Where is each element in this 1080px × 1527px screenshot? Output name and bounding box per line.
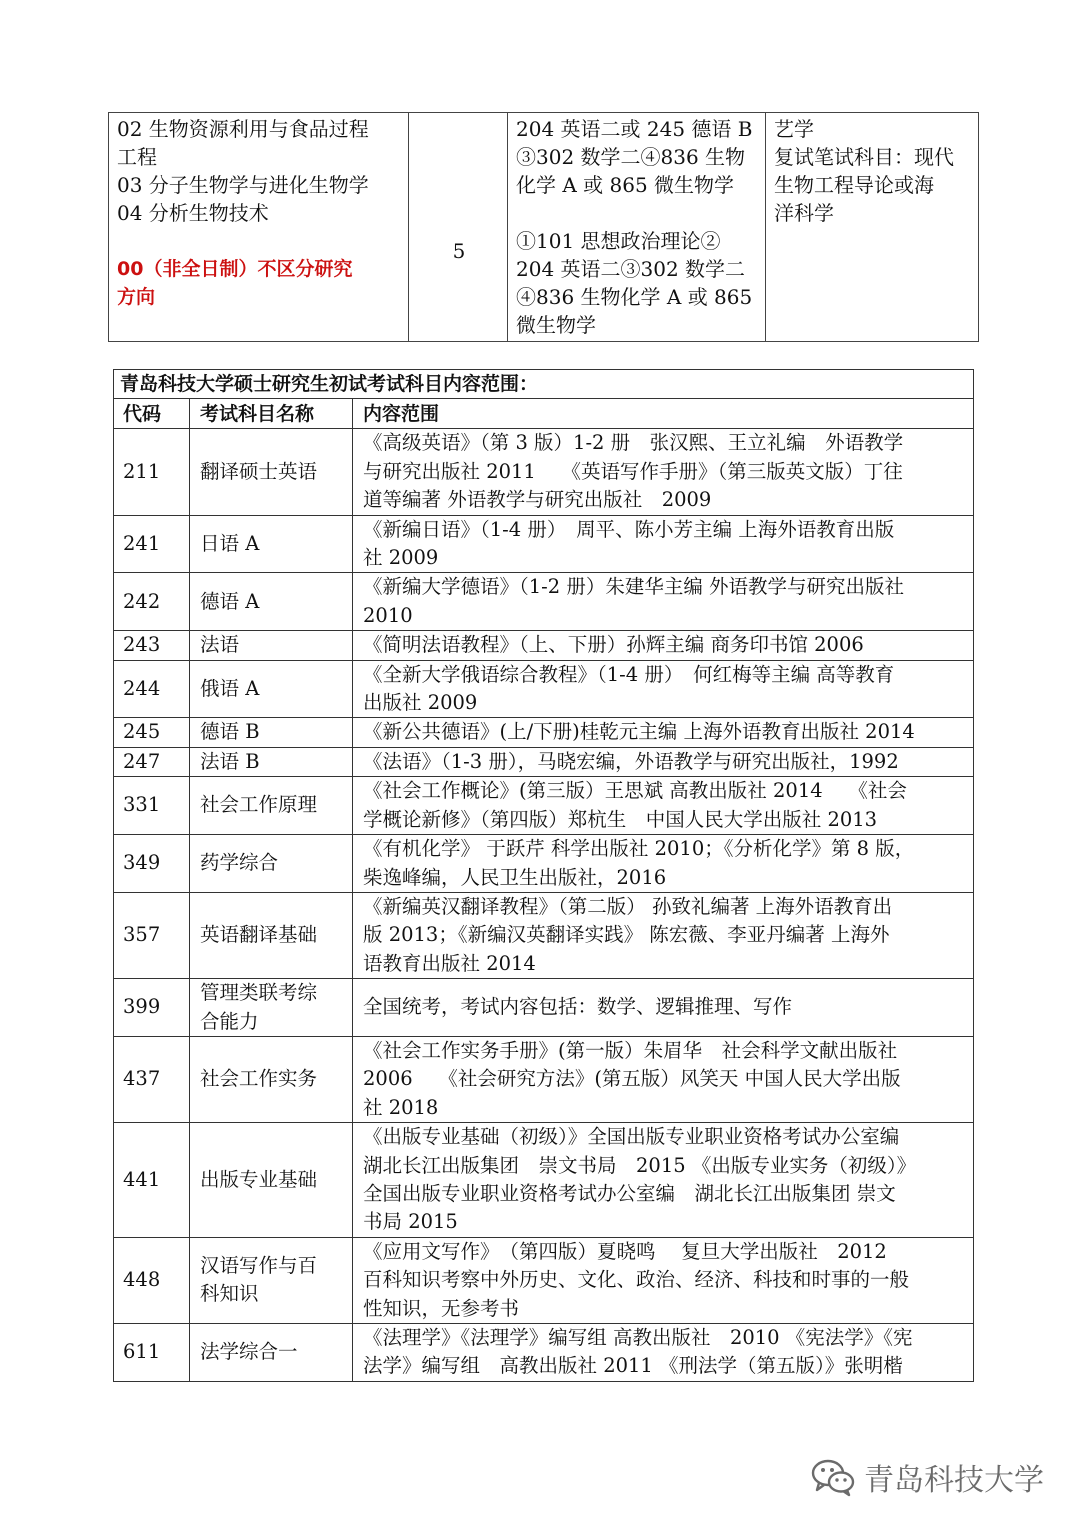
direction-line: 03 分子生物学与进化生物学	[117, 173, 369, 197]
header-content: 内容范围	[353, 399, 974, 429]
subject-name: 合能力	[200, 1009, 259, 1033]
subject-content: 《新公共德语》(上/下册)桂乾元主编 上海外语教育出版社 2014	[363, 720, 915, 744]
scope-row	[114, 835, 974, 893]
direction-cell	[109, 113, 409, 342]
direction-line: 04 分析生物技术	[117, 201, 269, 225]
subject-content: 2006 《社会研究方法》(第五版）风笑天 中国人民大学出版	[363, 1067, 901, 1091]
part-time-direction-line: 方向	[117, 286, 156, 308]
subject-content: 学概论新修》（第四版）郑杭生 中国人民大学出版社 2013	[363, 807, 878, 831]
subject-name: 药学综合	[200, 851, 279, 875]
subject-name: 日语 A	[200, 531, 260, 555]
subject-name-cell	[190, 979, 353, 1037]
subject-content: 柴逸峰编，人民卫生出版社，2016	[363, 865, 667, 889]
direction-line: 工程	[117, 145, 157, 169]
subject-content: 法学》编写组 高教出版社 2011 《刑法学（第五版）》张明楷	[363, 1354, 903, 1378]
subject-name-cell	[190, 892, 353, 978]
subject-code: 611	[123, 1340, 161, 1364]
subject-content: 道等编著 外语教学与研究出版社 2009	[363, 488, 712, 512]
subject-code: 243	[123, 633, 161, 657]
direction-line: 02 生物资源利用与食品过程	[117, 117, 369, 141]
subject-name-cell	[190, 1123, 353, 1238]
subject-code-cell	[114, 573, 190, 631]
subject-name: 社会工作原理	[200, 793, 318, 817]
scope-row	[114, 892, 974, 978]
scope-row	[114, 573, 974, 631]
enrollment-count-cell	[409, 113, 508, 342]
subject-name-cell	[190, 515, 353, 573]
subject-content-cell	[353, 429, 974, 515]
subject-code: 399	[123, 995, 161, 1019]
scope-row	[114, 747, 974, 776]
subject-name: 德语 A	[200, 589, 260, 613]
subject-code-cell	[114, 718, 190, 747]
subject-name-cell	[190, 835, 353, 893]
subject-code-cell	[114, 631, 190, 660]
scope-row	[114, 979, 974, 1037]
subject-content: 《有机化学》 于跃芹 科学出版社 2010；《分析化学》第 8 版，	[363, 837, 915, 861]
subject-content-cell	[353, 747, 974, 776]
subject-code: 247	[123, 749, 161, 773]
subject-name-cell	[190, 777, 353, 835]
scope-row	[114, 1324, 974, 1382]
subject-content: 《高级英语》（第 3 版）1-2 册 张汉熙、王立礼编 外语教学	[363, 431, 904, 455]
subject-content-cell	[353, 660, 974, 718]
enrollment-count: 5	[452, 239, 466, 263]
subject-name: 法语 B	[200, 749, 260, 773]
program-table-fragment	[108, 112, 979, 342]
header-name: 考试科目名称	[190, 399, 353, 429]
subject-content: 《社会工作概论》(第三版）王思斌 高教出版社 2014 《社会	[363, 779, 907, 803]
subject-content-cell	[353, 835, 974, 893]
subject-content-cell	[353, 631, 974, 660]
subject-content: 《新编日语》（1-4 册） 周平、陈小芳主编 上海外语教育出版	[363, 517, 895, 541]
watermark-text: 青岛科技大学	[864, 1463, 1044, 1498]
subject-content: 《社会工作实务手册》(第一版）朱眉华 社会科学文献出版社	[363, 1038, 898, 1062]
wechat-icon	[810, 1457, 856, 1497]
exam-subject-line: ④836 生物化学 A 或 865	[516, 285, 753, 309]
subject-content: 语教育出版社 2014	[363, 951, 536, 975]
subject-name: 社会工作实务	[200, 1067, 318, 1091]
subject-name: 法语	[200, 633, 240, 657]
subject-name-cell	[190, 747, 353, 776]
subject-content: 《简明法语教程》（上、下册）孙辉主编 商务印书馆 2006	[363, 633, 864, 657]
exam-subject-line: 204 英语二③302 数学二	[516, 257, 746, 281]
exam-subject-line: ③302 数学二④836 生物	[516, 145, 746, 169]
subject-content-cell	[353, 573, 974, 631]
subject-code-cell	[114, 660, 190, 718]
exam-scope-table	[113, 369, 974, 1382]
subject-content: 社 2009	[363, 546, 439, 570]
subject-code: 241	[123, 531, 161, 555]
part-time-direction-line: 00（非全日制）不区分研究	[117, 258, 353, 280]
subject-content: 湖北长江出版集团 崇文书局 2015 《出版专业实务（初级）》	[363, 1153, 917, 1177]
subject-name: 英语翻译基础	[200, 923, 318, 947]
subject-content: 全国出版专业职业资格考试办公室编 湖北长江出版集团 崇文	[363, 1181, 896, 1205]
subject-name-cell	[190, 1036, 353, 1122]
watermark	[810, 1455, 1044, 1499]
exam-subject-line: 微生物学	[516, 313, 596, 337]
subject-content: 书局 2015	[363, 1210, 458, 1234]
subject-name-cell	[190, 1324, 353, 1382]
subject-content-cell	[353, 1324, 974, 1382]
subject-code-cell	[114, 515, 190, 573]
scope-row	[114, 718, 974, 747]
subject-code: 441	[123, 1167, 161, 1191]
subject-code-cell	[114, 429, 190, 515]
subject-code: 245	[123, 720, 161, 744]
subject-content-cell	[353, 1237, 974, 1323]
subject-content-cell	[353, 718, 974, 747]
scope-row	[114, 777, 974, 835]
subject-content: 与研究出版社 2011 《英语写作手册》（第三版英文版）丁往	[363, 459, 903, 483]
scope-row	[114, 631, 974, 660]
subject-name: 汉语写作与百	[200, 1253, 318, 1277]
scope-table-title: 青岛科技大学硕士研究生初试考试科目内容范围：	[114, 370, 974, 399]
subject-content: 《应用文写作》 （第四版）夏晓鸣 复旦大学出版社 2012	[363, 1239, 887, 1263]
subject-name-cell	[190, 1237, 353, 1323]
subject-code: 357	[123, 923, 161, 947]
subject-content: 《出版专业基础（初级）》全国出版专业职业资格考试办公室编	[363, 1125, 900, 1149]
remark-line: 艺学	[774, 117, 814, 141]
subject-code: 331	[123, 793, 161, 817]
subject-content: 社 2018	[363, 1095, 439, 1119]
subject-content: 《新编英汉翻译教程》（第二版） 孙致礼编著 上海外语教育出	[363, 894, 893, 918]
exam-subject-line: ①101 思想政治理论②	[516, 229, 721, 253]
subject-content-cell	[353, 1123, 974, 1238]
subject-content: 《全新大学俄语综合教程》（1-4 册） 何红梅等主编 高等教育	[363, 662, 895, 686]
scope-table-header-row	[114, 399, 974, 429]
scope-row	[114, 1237, 974, 1323]
scope-row	[114, 660, 974, 718]
subject-name-cell	[190, 631, 353, 660]
subject-code-cell	[114, 747, 190, 776]
subject-code: 437	[123, 1067, 161, 1091]
subject-name: 翻译硕士英语	[200, 459, 318, 483]
subject-name-cell	[190, 718, 353, 747]
subject-code: 242	[123, 589, 161, 613]
subject-code-cell	[114, 1036, 190, 1122]
remark-line: 复试笔试科目：现代	[774, 145, 954, 169]
subject-code-cell	[114, 892, 190, 978]
subject-name-cell	[190, 660, 353, 718]
program-row	[109, 113, 979, 342]
scope-row	[114, 1036, 974, 1122]
subject-content-cell	[353, 892, 974, 978]
subject-name-cell	[190, 429, 353, 515]
subject-content: 版 2013；《新编汉英翻译实践》 陈宏薇、李亚丹编著 上海外	[363, 923, 890, 947]
subject-content: 《新编大学德语》（1-2 册）朱建华主编 外语教学与研究出版社	[363, 575, 905, 599]
subject-name: 管理类联考综	[200, 981, 318, 1005]
subject-code: 244	[123, 676, 161, 700]
scope-row	[114, 429, 974, 515]
subject-name: 出版专业基础	[200, 1167, 318, 1191]
header-code: 代码	[114, 399, 190, 429]
subject-name: 德语 B	[200, 720, 260, 744]
subject-content: 《法理学》《法理学》编写组 高教出版社 2010 《宪法学》《宪	[363, 1326, 913, 1349]
subject-content-cell	[353, 777, 974, 835]
remark-line: 生物工程导论或海	[774, 173, 934, 197]
subject-code-cell	[114, 1237, 190, 1323]
subject-code: 349	[123, 851, 161, 875]
remarks-cell	[766, 113, 979, 342]
subject-code-cell	[114, 1324, 190, 1382]
subject-content: 《法语》（1-3 册），马晓宏编，外语教学与研究出版社，1992	[363, 749, 899, 773]
subject-code-cell	[114, 1123, 190, 1238]
scope-table-title-row	[114, 370, 974, 399]
subject-code: 448	[123, 1268, 161, 1292]
subject-content: 2010	[363, 603, 413, 627]
subject-name-cell	[190, 573, 353, 631]
remark-line: 洋科学	[774, 201, 834, 225]
subject-name: 科知识	[200, 1282, 259, 1306]
subject-name: 法学综合一	[200, 1340, 298, 1364]
subject-name: 俄语 A	[200, 676, 260, 700]
scope-row	[114, 515, 974, 573]
subject-content: 全国统考，考试内容包括：数学、逻辑推理、写作	[363, 995, 793, 1019]
exam-subject-line: 化学 A 或 865 微生物学	[516, 173, 735, 197]
subject-content: 百科知识考察中外历史、文化、政治、经济、科技和时事的一般	[363, 1268, 910, 1292]
subject-content-cell	[353, 1036, 974, 1122]
subject-code: 211	[123, 459, 161, 483]
scope-row	[114, 1123, 974, 1238]
exam-subjects-cell	[508, 113, 766, 342]
subject-content-cell	[353, 515, 974, 573]
subject-content: 性知识，无参考书	[363, 1296, 520, 1320]
exam-subject-line: 204 英语二或 245 德语 B	[516, 117, 753, 141]
subject-code-cell	[114, 835, 190, 893]
subject-content-cell	[353, 979, 974, 1037]
subject-content: 出版社 2009	[363, 691, 478, 715]
subject-code-cell	[114, 979, 190, 1037]
subject-code-cell	[114, 777, 190, 835]
